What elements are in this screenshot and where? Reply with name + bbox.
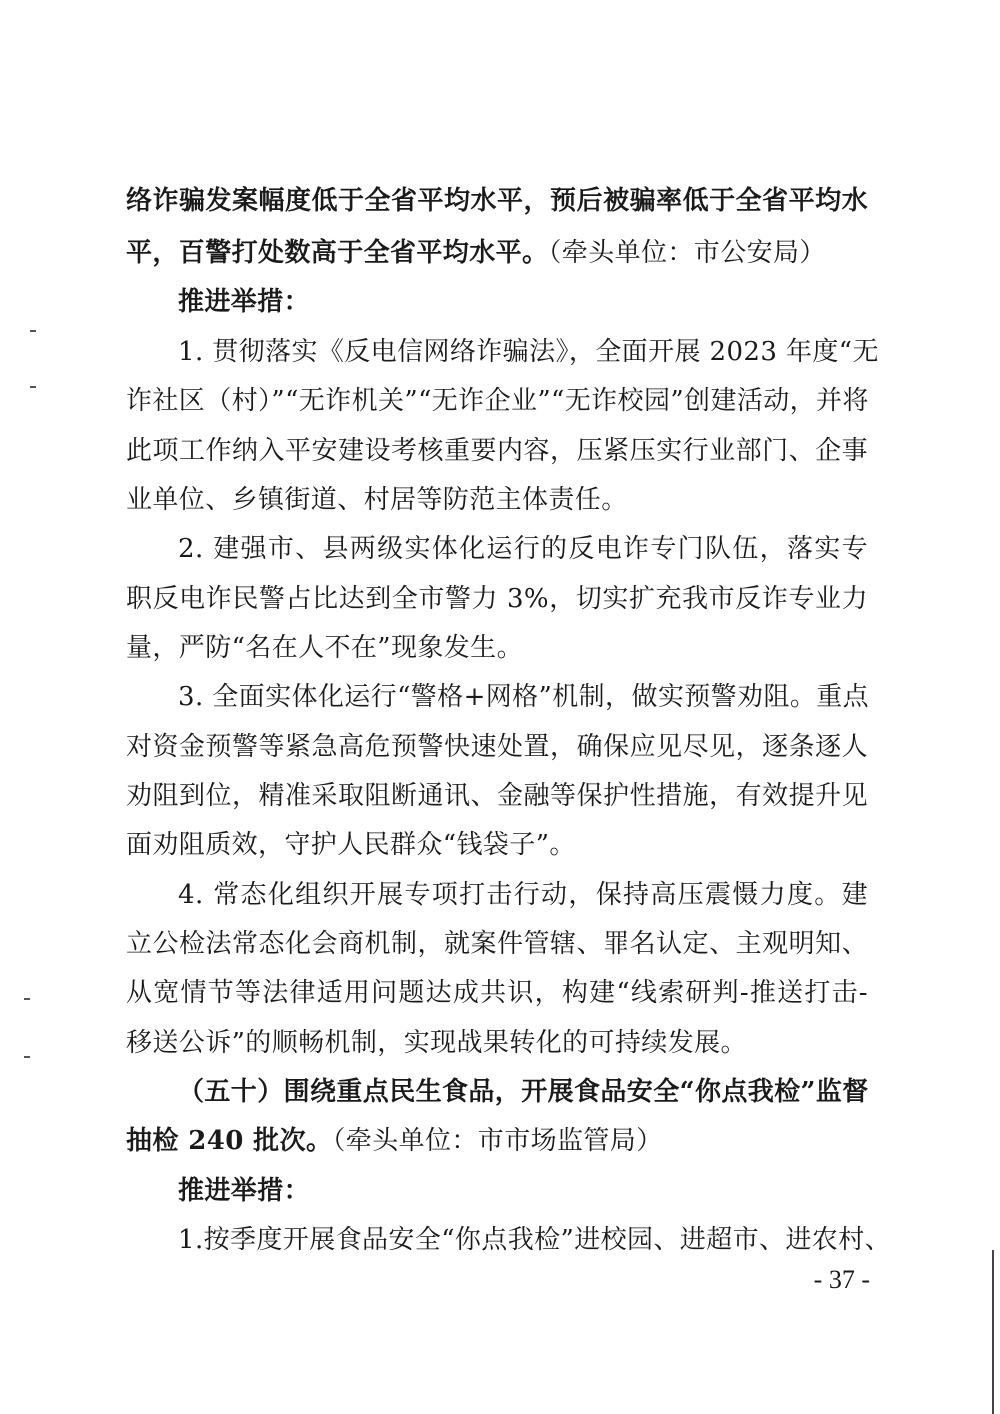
text-line-22: 1.按季度开展食品安全“你点我检”进校园、进超市、进农村、: [178, 1225, 891, 1255]
text-line-20-bold: 抽检 240 批次。: [126, 1126, 333, 1156]
text-line-4: 1. 贯彻落实《反电信网络诈骗法》，全面开展 2023 年度“无: [178, 337, 879, 367]
text-line-2-bold: 平，百警打处数高于全省平均水平。: [126, 238, 549, 268]
scan-edge-line: [992, 1250, 994, 1414]
scan-artifact-dot: [30, 386, 36, 388]
text-line-11: 3. 全面实体化运行“警格+网格”机制，做实预警劝阻。重点: [178, 682, 870, 712]
section-heading-measures-2: 推进举措：: [178, 1176, 311, 1206]
scan-artifact-dot: [24, 998, 30, 1000]
text-line-16: 立公检法常态化会商机制，就案件管辖、罪名认定、主观明知、: [126, 929, 868, 959]
text-line-10: 量，严防“名在人不在”现象发生。: [126, 633, 523, 663]
text-line-5: 诈社区（村）”“无诈机关”“无诈企业”“无诈校园”创建活动，并将: [126, 386, 869, 416]
page-number: - 37 -: [813, 1265, 870, 1294]
text-line-14: 面劝阻质效，守护人民群众“钱袋子”。: [126, 830, 576, 860]
text-line-2: [126, 235, 868, 271]
text-line-12: 对资金预警等紧急高危预警快速处置，确保应见尽见，逐条逐人: [126, 732, 868, 762]
text-line-6: 此项工作纳入平安建设考核重要内容，压紧压实行业部门、企事: [126, 436, 868, 466]
text-line-8: 2. 建强市、县两级实体化运行的反电诈专门队伍，落实专: [178, 534, 868, 564]
text-line-20: [126, 1123, 868, 1159]
section-heading-fifty: （五十）围绕重点民生食品，开展食品安全“你点我检”监督: [178, 1077, 869, 1107]
text-line-1: 络诈骗发案幅度低于全省平均水平，预后被骗率低于全省平均水: [126, 186, 868, 216]
text-line-20-plain: （牵头单位：市市场监管局）: [332, 1126, 663, 1156]
text-line-15: 4. 常态化组织开展专项打击行动，保持高压震慑力度。建: [178, 880, 868, 910]
text-line-13: 劝阻到位，精准采取阻断通讯、金融等保护性措施，有效提升见: [126, 781, 868, 811]
section-heading-measures-1: 推进举措：: [178, 287, 311, 317]
scan-artifact-dot: [30, 330, 36, 332]
text-line-17: 从宽情节等法律适用问题达成共识，构建“线索研判-推送打击-: [126, 978, 868, 1008]
text-line-9: 职反电诈民警占比达到全市警力 3%，切实扩充我市反诈专业力: [126, 584, 868, 614]
scan-artifact-dot: [24, 1056, 30, 1058]
text-line-18: 移送公诉”的顺畅机制，实现战果转化的可持续发展。: [126, 1028, 747, 1058]
text-line-7: 业单位、乡镇街道、村居等防范主体责任。: [126, 485, 628, 515]
text-line-2-plain: （牵头单位：市公安局）: [548, 238, 826, 268]
